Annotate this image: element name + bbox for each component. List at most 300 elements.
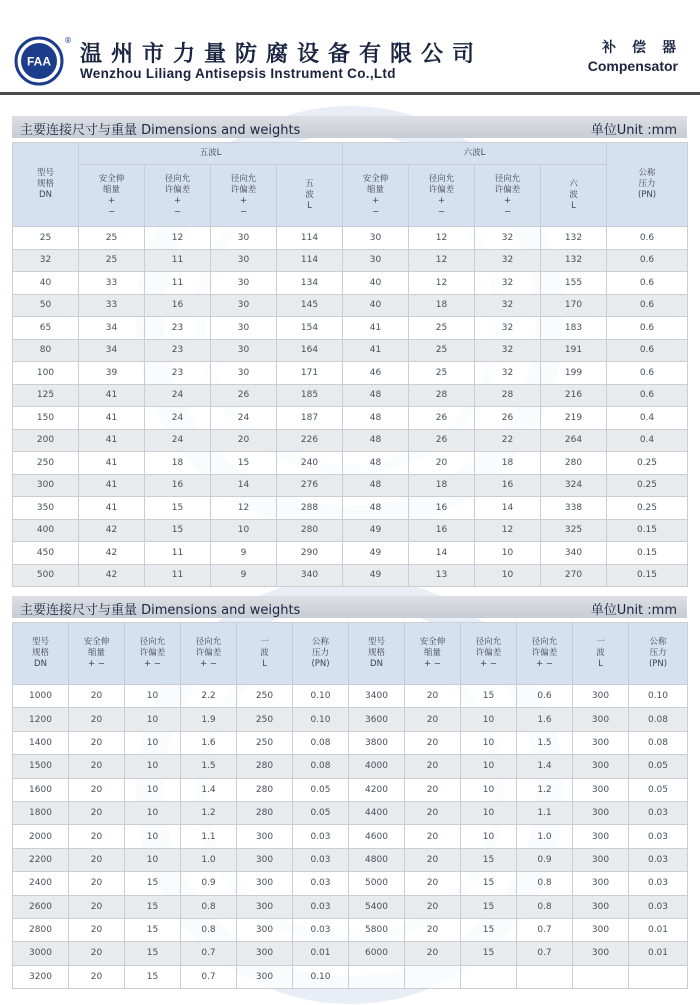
- table-cell: 0.6: [607, 362, 688, 385]
- table-cell: 0.9: [181, 872, 237, 895]
- table-cell: 20: [405, 708, 461, 731]
- table-cell: 25: [79, 227, 145, 250]
- table-cell: 1.4: [181, 778, 237, 801]
- header-model: 型号 规格 DN: [349, 623, 405, 685]
- table-cell: 1.1: [517, 801, 573, 824]
- table-cell: 300: [573, 731, 629, 754]
- table-cell: 65: [13, 317, 79, 340]
- table-cell: 0.25: [607, 474, 688, 497]
- table-cell: 16: [145, 294, 211, 317]
- table-cell: 350: [13, 497, 79, 520]
- table-cell: 20: [69, 708, 125, 731]
- table-row: [13, 872, 688, 895]
- table-cell: 0.03: [293, 918, 349, 941]
- table-cell: 15: [461, 685, 517, 708]
- table-cell: 0.08: [629, 708, 688, 731]
- table-cell: 10: [475, 564, 541, 587]
- table-cell: 12: [409, 227, 475, 250]
- table-cell: 264: [541, 429, 607, 452]
- table-cell: 25: [409, 339, 475, 362]
- table-cell: 20: [69, 801, 125, 824]
- table-cell: 28: [409, 384, 475, 407]
- table-cell: 0.15: [607, 519, 688, 542]
- table-cell: 25: [409, 317, 475, 340]
- table-cell: 20: [69, 942, 125, 965]
- header-radial: 径向允 许偏差 + −: [475, 165, 541, 227]
- table-row: [13, 429, 688, 452]
- table-cell: 1400: [13, 731, 69, 754]
- table-cell: 3800: [349, 731, 405, 754]
- table-cell: 41: [79, 384, 145, 407]
- table-cell: 226: [277, 429, 343, 452]
- table-cell: 11: [145, 272, 211, 295]
- table-cell: 12: [145, 227, 211, 250]
- header-radial: 径向允 许偏差 + −: [409, 165, 475, 227]
- table-cell: [349, 965, 405, 988]
- table-row: [13, 755, 688, 778]
- table-cell: 325: [541, 519, 607, 542]
- section-title-bar: [12, 116, 687, 138]
- table-cell: 39: [79, 362, 145, 385]
- table-cell: 125: [13, 384, 79, 407]
- table-cell: 50: [13, 294, 79, 317]
- table-cell: 1.0: [517, 825, 573, 848]
- table-cell: 20: [405, 895, 461, 918]
- table-cell: 1.6: [517, 708, 573, 731]
- table-cell: 10: [125, 778, 181, 801]
- table-cell: 16: [409, 497, 475, 520]
- table-cell: 32: [475, 249, 541, 272]
- table-cell: 20: [405, 731, 461, 754]
- table-cell: 145: [277, 294, 343, 317]
- table-cell: 30: [343, 227, 409, 250]
- table-cell: [405, 965, 461, 988]
- table-cell: 10: [461, 825, 517, 848]
- header-wave5-length: 五 波 L: [277, 165, 343, 227]
- table-cell: 0.10: [293, 708, 349, 731]
- table-cell: 30: [211, 272, 277, 295]
- table-cell: 26: [409, 429, 475, 452]
- table-cell: 30: [211, 362, 277, 385]
- table-cell: 10: [125, 708, 181, 731]
- table-cell: 0.6: [607, 272, 688, 295]
- header-axial: 安全伸 缩量 + −: [79, 165, 145, 227]
- table-row: [13, 384, 688, 407]
- header-radial: 径向允 许偏差 + −: [211, 165, 277, 227]
- table-cell: 20: [69, 825, 125, 848]
- table-cell: 0.01: [293, 942, 349, 965]
- table-cell: 0.25: [607, 452, 688, 475]
- table-cell: 187: [277, 407, 343, 430]
- table-cell: 1.1: [181, 825, 237, 848]
- table-cell: 0.08: [293, 731, 349, 754]
- table-cell: 9: [211, 542, 277, 565]
- table-cell: 100: [13, 362, 79, 385]
- table-cell: 0.4: [607, 407, 688, 430]
- table-cell: 15: [461, 895, 517, 918]
- table-cell: 132: [541, 249, 607, 272]
- table-cell: 280: [237, 778, 293, 801]
- table-cell: 0.8: [181, 895, 237, 918]
- table-cell: 11: [145, 249, 211, 272]
- table-cell: 4200: [349, 778, 405, 801]
- table-cell: 15: [125, 942, 181, 965]
- table-cell: 0.03: [629, 872, 688, 895]
- header-radial: 径向允 许偏差 + −: [461, 623, 517, 685]
- table-cell: 10: [461, 731, 517, 754]
- table-cell: 185: [277, 384, 343, 407]
- table-cell: 500: [13, 564, 79, 587]
- table-cell: 40: [343, 272, 409, 295]
- table-row: [13, 249, 688, 272]
- table-cell: 23: [145, 339, 211, 362]
- table-cell: 0.7: [517, 942, 573, 965]
- table-cell: 300: [13, 474, 79, 497]
- table-cell: 10: [475, 542, 541, 565]
- table-cell: 0.03: [293, 848, 349, 871]
- table-cell: 0.05: [629, 778, 688, 801]
- table-cell: 20: [69, 778, 125, 801]
- table-cell: 0.25: [607, 497, 688, 520]
- table-cell: 280: [237, 801, 293, 824]
- table-cell: 250: [13, 452, 79, 475]
- table-cell: 191: [541, 339, 607, 362]
- table-cell: 3000: [13, 942, 69, 965]
- table-cell: 0.10: [629, 685, 688, 708]
- table-cell: 216: [541, 384, 607, 407]
- table-cell: 0.03: [293, 872, 349, 895]
- table-cell: 300: [237, 918, 293, 941]
- table-cell: 25: [409, 362, 475, 385]
- table-cell: 6000: [349, 942, 405, 965]
- table-cell: 33: [79, 272, 145, 295]
- table-cell: 2.2: [181, 685, 237, 708]
- table-cell: 219: [541, 407, 607, 430]
- table-cell: 34: [79, 339, 145, 362]
- table-cell: 48: [343, 474, 409, 497]
- table-cell: 20: [405, 801, 461, 824]
- table-cell: 250: [237, 685, 293, 708]
- table-cell: 30: [211, 317, 277, 340]
- table-cell: 9: [211, 564, 277, 587]
- table-cell: 16: [409, 519, 475, 542]
- table-row: [13, 542, 688, 565]
- table-cell: 324: [541, 474, 607, 497]
- table-cell: 1.5: [181, 755, 237, 778]
- table-row: [13, 227, 688, 250]
- table-cell: 20: [405, 755, 461, 778]
- table-cell: 5800: [349, 918, 405, 941]
- table-cell: 18: [145, 452, 211, 475]
- table-cell: 1.2: [181, 801, 237, 824]
- table-cell: 0.03: [629, 848, 688, 871]
- table-cell: 14: [211, 474, 277, 497]
- table-cell: 20: [409, 452, 475, 475]
- table-cell: 48: [343, 407, 409, 430]
- header-wave6-length: 六 波 L: [541, 165, 607, 227]
- table-cell: 132: [541, 227, 607, 250]
- table-cell: 49: [343, 542, 409, 565]
- table-cell: 280: [237, 755, 293, 778]
- table-cell: 114: [277, 227, 343, 250]
- table-cell: 5400: [349, 895, 405, 918]
- table-cell: 48: [343, 429, 409, 452]
- table-cell: 10: [125, 685, 181, 708]
- table-cell: 10: [125, 825, 181, 848]
- table-cell: 30: [211, 339, 277, 362]
- table-cell: 276: [277, 474, 343, 497]
- table-cell: 0.15: [607, 564, 688, 587]
- table-cell: 24: [145, 429, 211, 452]
- table-cell: 16: [145, 474, 211, 497]
- table-cell: 280: [541, 452, 607, 475]
- table-cell: 42: [79, 542, 145, 565]
- table-cell: 2200: [13, 848, 69, 871]
- section-title-bar: [12, 596, 687, 618]
- header-wave1-length: 一 波 L: [237, 623, 293, 685]
- table-row: [13, 362, 688, 385]
- table-cell: 10: [125, 731, 181, 754]
- table-cell: 41: [79, 474, 145, 497]
- table-cell: 26: [475, 407, 541, 430]
- table-cell: 300: [573, 895, 629, 918]
- table-cell: 12: [211, 497, 277, 520]
- table-row: [13, 339, 688, 362]
- table-cell: 300: [573, 848, 629, 871]
- table-cell: 15: [461, 872, 517, 895]
- table-cell: 12: [409, 249, 475, 272]
- table-cell: 20: [69, 918, 125, 941]
- header-radial: 径向允 许偏差 + −: [145, 165, 211, 227]
- table-cell: 300: [573, 872, 629, 895]
- table-row: [13, 942, 688, 965]
- table-cell: 340: [277, 564, 343, 587]
- table-cell: 150: [13, 407, 79, 430]
- table-cell: 4400: [349, 801, 405, 824]
- table-cell: 164: [277, 339, 343, 362]
- header-group-six-wave: 六波L: [343, 143, 607, 165]
- table-row: [13, 564, 688, 587]
- table-cell: 200: [13, 429, 79, 452]
- table-cell: 0.03: [629, 895, 688, 918]
- table-cell: 0.6: [607, 249, 688, 272]
- table-cell: 32: [475, 339, 541, 362]
- table-cell: 14: [475, 497, 541, 520]
- table-cell: 42: [79, 564, 145, 587]
- table-cell: 16: [475, 474, 541, 497]
- table-cell: 250: [237, 708, 293, 731]
- table-cell: 10: [461, 778, 517, 801]
- header-wave1-length: 一 波 L: [573, 623, 629, 685]
- section-title: 主要连接尺寸与重量 Dimensions and weights: [20, 603, 301, 618]
- table-cell: 300: [573, 942, 629, 965]
- table-cell: 10: [461, 801, 517, 824]
- table-cell: 154: [277, 317, 343, 340]
- table-cell: 0.8: [517, 872, 573, 895]
- table-cell: 15: [461, 848, 517, 871]
- table-cell: 41: [343, 317, 409, 340]
- table-cell: 10: [461, 708, 517, 731]
- registered-mark: ®: [64, 36, 72, 45]
- table-cell: 170: [541, 294, 607, 317]
- logo-text: FAA: [27, 54, 51, 69]
- table-cell: 20: [405, 685, 461, 708]
- table-row: [13, 317, 688, 340]
- section-title: 主要连接尺寸与重量 Dimensions and weights: [20, 123, 301, 138]
- header-axial: 安全伸 缩量 + −: [69, 623, 125, 685]
- table-cell: 33: [79, 294, 145, 317]
- table-cell: 0.6: [607, 384, 688, 407]
- table-cell: 300: [237, 848, 293, 871]
- table-cell: 288: [277, 497, 343, 520]
- table-cell: 1.4: [517, 755, 573, 778]
- table-cell: 0.05: [293, 778, 349, 801]
- table-cell: 4000: [349, 755, 405, 778]
- table-cell: 34: [79, 317, 145, 340]
- table-cell: 0.6: [607, 294, 688, 317]
- table-cell: 1.0: [181, 848, 237, 871]
- table-cell: 24: [145, 407, 211, 430]
- product-name-cn: 补偿器: [602, 40, 692, 56]
- table-cell: 20: [405, 942, 461, 965]
- table-cell: 0.8: [517, 895, 573, 918]
- table-cell: 5000: [349, 872, 405, 895]
- table-cell: 0.6: [607, 339, 688, 362]
- product-name-en: Compensator: [587, 58, 678, 74]
- header-model: 型号 规格 DN: [13, 623, 69, 685]
- table-cell: [629, 965, 688, 988]
- table-cell: 20: [69, 965, 125, 988]
- table-cell: 0.05: [629, 755, 688, 778]
- table-cell: 20: [211, 429, 277, 452]
- table-cell: 0.05: [293, 801, 349, 824]
- table-cell: 400: [13, 519, 79, 542]
- table-row: [13, 825, 688, 848]
- table-cell: 11: [145, 564, 211, 587]
- table-row: [13, 895, 688, 918]
- table-cell: 40: [343, 294, 409, 317]
- dimensions-table-1: [12, 142, 688, 587]
- header-axial: 安全伸 缩量 + −: [343, 165, 409, 227]
- table-cell: 1.5: [517, 731, 573, 754]
- table-cell: 14: [409, 542, 475, 565]
- page-header: [0, 0, 700, 100]
- section-unit: 单位Unit :mm: [590, 123, 677, 138]
- table-cell: 41: [79, 429, 145, 452]
- table-cell: 30: [211, 227, 277, 250]
- table-cell: 300: [237, 942, 293, 965]
- table-cell: 10: [125, 755, 181, 778]
- table-cell: 15: [125, 872, 181, 895]
- table-cell: 24: [211, 407, 277, 430]
- table-cell: 0.10: [293, 965, 349, 988]
- table-cell: 20: [69, 848, 125, 871]
- header-pressure: 公称 压力 (PN): [607, 143, 688, 227]
- header-group-five-wave: 五波L: [79, 143, 343, 165]
- table-cell: 0.03: [293, 825, 349, 848]
- header-radial: 径向允 许偏差 + −: [181, 623, 237, 685]
- table-cell: 23: [145, 362, 211, 385]
- table-cell: 300: [573, 918, 629, 941]
- table-cell: 0.9: [517, 848, 573, 871]
- table-cell: 450: [13, 542, 79, 565]
- table-cell: 199: [541, 362, 607, 385]
- table-cell: 41: [79, 407, 145, 430]
- table-cell: 32: [475, 362, 541, 385]
- table-row: [13, 731, 688, 754]
- table-cell: 300: [573, 685, 629, 708]
- table-cell: 30: [343, 249, 409, 272]
- table-cell: 15: [125, 895, 181, 918]
- table-cell: 300: [573, 801, 629, 824]
- table-cell: 250: [237, 731, 293, 754]
- table-cell: 0.01: [629, 942, 688, 965]
- table-cell: 10: [125, 801, 181, 824]
- table-cell: 0.8: [181, 918, 237, 941]
- header-radial: 径向允 许偏差 + −: [517, 623, 573, 685]
- table-row: [13, 918, 688, 941]
- table-cell: 0.10: [293, 685, 349, 708]
- table-cell: 300: [573, 708, 629, 731]
- table-cell: 41: [79, 452, 145, 475]
- table-cell: 15: [461, 918, 517, 941]
- table-cell: 48: [343, 384, 409, 407]
- table-cell: 290: [277, 542, 343, 565]
- header-pressure: 公称 压力 (PN): [293, 623, 349, 685]
- table-cell: 49: [343, 564, 409, 587]
- table-cell: 1000: [13, 685, 69, 708]
- header-pressure: 公称 压力 (PN): [629, 623, 688, 685]
- table-cell: 280: [277, 519, 343, 542]
- table-cell: 0.6: [517, 685, 573, 708]
- table-cell: 4800: [349, 848, 405, 871]
- table-cell: 0.4: [607, 429, 688, 452]
- table-cell: 1800: [13, 801, 69, 824]
- table-cell: 0.03: [293, 895, 349, 918]
- table-cell: 15: [461, 942, 517, 965]
- table-cell: 10: [125, 848, 181, 871]
- table-cell: 3600: [349, 708, 405, 731]
- faa-logo-icon: [14, 36, 64, 86]
- table-cell: 183: [541, 317, 607, 340]
- header-axial: 安全伸 缩量 + −: [405, 623, 461, 685]
- table-cell: 20: [69, 731, 125, 754]
- table-cell: 22: [475, 429, 541, 452]
- table-row: [13, 497, 688, 520]
- table-cell: 24: [145, 384, 211, 407]
- table-cell: 1.2: [517, 778, 573, 801]
- table-cell: 15: [211, 452, 277, 475]
- table-cell: 338: [541, 497, 607, 520]
- header-model: 型号 规格 DN: [13, 143, 79, 227]
- table-cell: 32: [475, 272, 541, 295]
- table-row: [13, 685, 688, 708]
- table-row: [13, 519, 688, 542]
- table-cell: 340: [541, 542, 607, 565]
- table-cell: 20: [405, 778, 461, 801]
- table-cell: 15: [125, 918, 181, 941]
- table-cell: 1200: [13, 708, 69, 731]
- table-row: [13, 848, 688, 871]
- table-cell: 20: [69, 872, 125, 895]
- table-row: [13, 294, 688, 317]
- header-radial: 径向允 许偏差 + −: [125, 623, 181, 685]
- table-cell: 25: [13, 227, 79, 250]
- table-cell: 41: [343, 339, 409, 362]
- table-cell: 20: [69, 685, 125, 708]
- table-cell: 46: [343, 362, 409, 385]
- table-cell: 3200: [13, 965, 69, 988]
